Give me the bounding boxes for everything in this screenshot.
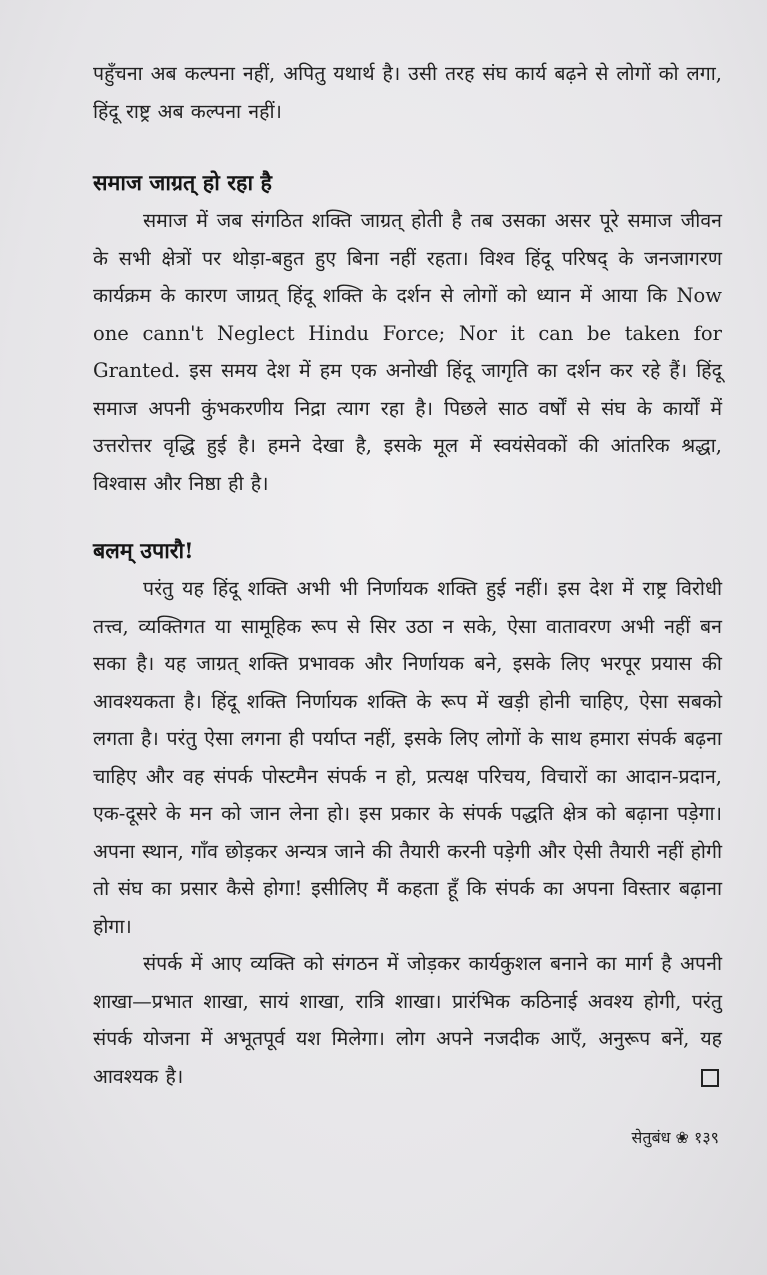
section-paragraph-balam-1: परंतु यह हिंदू शक्ति अभी भी निर्णायक शक्ति हुई नहीं। इस देश में राष्ट्र विरोधी तत्त्व, व्यक्तिगत या सामूहिक रूप से सिर उठा न सके, ऐसा वातावरण अभी नहीं बन सका है। यह जाग्रत् शक्ति प्रभावक और निर्णायक बने, इसके लिए भरपूर प्रयास की आवश्यकता है। हिंदू शक्ति निर्णायक शक्ति के रूप में खड़ी होनी चाहिए, ऐसा सबको लगता है। परंतु ऐसा लगना ही पर्याप्त नहीं, इसके लिए लोगों के साथ हमारा संपर्क बढ़ना चाहिए और वह संपर्क पोस्टमैन संपर्क न हो, प्रत्यक्ष परिचय, विचारों का आदान-प्रदान, एक-दूसरे के मन को जान लेना हो। इस प्रकार के संपर्क पद्धति क्षेत्र को बढ़ाना पड़ेगा। अपना स्थान, गाँव छोड़कर अन्यत्र जाने की तैयारी करनी पड़ेगी और ऐसी तैयारी नहीं होगी तो संघ का प्रसार कैसे होगा! इसीलिए मैं कहता हूँ कि संपर्क का अपना विस्तार बढ़ाना होगा। (93, 577, 722, 938)
section-paragraph-balam-2 (93, 945, 722, 1095)
section-heading-samaj: समाज जाग्रत् हो रहा है (93, 171, 272, 196)
end-mark-square-icon (701, 1069, 719, 1087)
section-paragraph-samaj: समाज में जब संगठित शक्ति जाग्रत् होती है तब उसका असर पूरे समाज जीवन के सभी क्षेत्रों पर थोड़ा-बहुत हुए बिना नहीं रहता। विश्व हिंदू परिषद् के जनजागरण कार्यक्रम के कारण जाग्रत् हिंदू शक्ति के दर्शन से लोगों को ध्यान में आया कि Now one cann't Neglect Hindu Force; Nor it can be taken for Granted. इस समय देश में हम एक अनोखी हिंदू जागृति का दर्शन कर रहे हैं। हिंदू समाज अपनी कुंभकरणीय निद्रा त्याग रहा है। पिछले साठ वर्षों से संघ के कार्यों में उत्तरोत्तर वृद्धि हुई है। हमने देखा है, इसके मूल में स्वयंसेवकों की आंतरिक श्रद्धा, विश्वास और निष्ठा ही है। (93, 209, 722, 495)
intro-paragraph: पहुँचना अब कल्पना नहीं, अपितु यथार्थ है। उसी तरह संघ कार्य बढ़ने से लोगों को लगा, हिंदू राष्ट्र अब कल्पना नहीं। (93, 62, 722, 123)
page-footer: सेतुबंध ❀ १३९ (631, 1128, 719, 1147)
paragraph-text: संपर्क में आए व्यक्ति को संगठन में जोड़कर कार्यकुशल बनाने का मार्ग है अपनी शाखा—प्रभात शाखा, सायं शाखा, रात्रि शाखा। प्रारंभिक कठिनाई अवश्य होगी, परंतु संपर्क योजना में अभूतपूर्व यश मिलेगा। लोग अपने नजदीक आएँ, अनुरूप बनें, यह आवश्यक है। (93, 952, 722, 1088)
section-heading-balam: बलम् उपारौ! (93, 539, 194, 564)
